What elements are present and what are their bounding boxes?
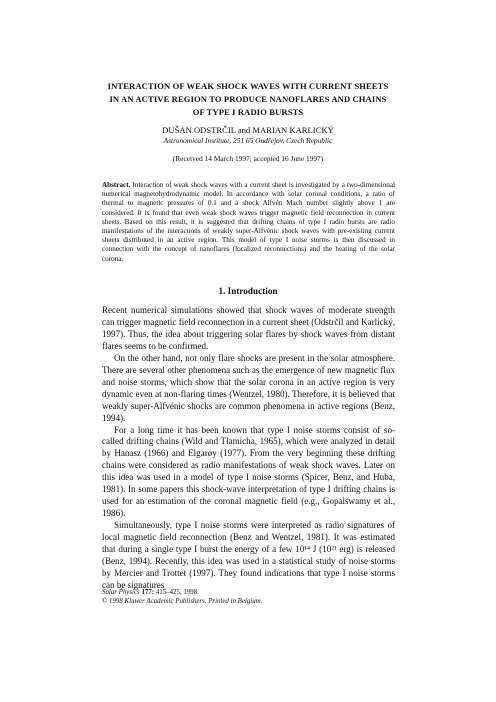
journal-pages: 415–425, 1998. bbox=[155, 589, 199, 596]
abstract bbox=[102, 181, 395, 264]
paragraph-2: On the other hand, not only flare shocks are present in the solar atmosphere. There are several other phenomena such as the emergence of new magnetic flux and noise storms, which show that the solar corona in an active region is very dynamic even at non-flaring times (Wentzel, 1980). Therefore, it is believed that weakly super-Alfvénic shocks are common phenomena in active regions (Benz, 1994). bbox=[102, 352, 395, 423]
journal-citation bbox=[102, 589, 395, 598]
title-line-1: INTERACTION OF WEAK SHOCK WAVES WITH CURRENT SHEETS bbox=[107, 81, 389, 91]
paper-title bbox=[96, 80, 400, 119]
page-footer bbox=[102, 589, 395, 606]
journal-name: Solar Physics bbox=[102, 589, 140, 596]
section-body bbox=[102, 305, 395, 592]
title-line-3: OF TYPE I RADIO BURSTS bbox=[192, 107, 304, 117]
section-title: 1. Introduction bbox=[218, 286, 278, 296]
received-dates: (Received 14 March 1997; accepted 16 June 1997) bbox=[172, 154, 324, 163]
journal-volume: 177: bbox=[141, 589, 155, 596]
abstract-text: Interaction of weak shock waves with a current sheet is investigated by a two-dimensional numerical magnetohydrodynamic model. In accordance with solar coronal conditions, a ratio of thermal to magnetic pressures of 0.1 and a shock Alfvén Mach number slightly above 1 are considered. It is found that even weak shock waves trigger magnetic field reconnection in current sheets. Based on this result, it is suggested that drifting chains of type I radio bursts are radio manifestations of the interactions of weakly super-Alfvénic shock waves with pre-existing current sheets distributed in an active region. This model of type I noise storms is then discussed in connection with the concept of nanoflares (localized reconnections) and the heating of the solar corona. bbox=[102, 181, 395, 263]
abstract-label: Abstract. bbox=[102, 181, 131, 189]
authors: DUŠAN ODSTRČIL and MARIAN KARLICKÝ bbox=[162, 125, 334, 135]
title-line-2: IN AN ACTIVE REGION TO PRODUCE NANOFLARES AND CHAINS bbox=[109, 94, 387, 104]
affiliation: Astronomical Institute, 251 65 Ondřejov, Czech Republic bbox=[163, 136, 333, 145]
copyright-icon: © bbox=[102, 597, 108, 605]
copyright-line bbox=[102, 598, 395, 607]
paragraph-4: Simultaneously, type I noise storms were interpreted as radio signatures of local magnetic field reconnection (Benz and Wentzel, 1981). It was estimated that during a single type I burst the energy of a few 10¹⁴ J (10²¹ erg) is released (Benz, 1994). Recently, this idea was used in a statistical study of noise storms by Mercier and Trottet (1997). They found indications that type I noise storms can be signatures bbox=[102, 520, 395, 590]
paragraph-1: Recent numerical simulations showed that shock waves of moderate strength can trigger magnetic field reconnection in a current sheet (Odstrčil and Karlický, 1997). Thus, the idea about triggering solar flares by shock waves from distant flares seems to be confirmed. bbox=[102, 305, 395, 351]
paragraph-3: For a long time it has been known that type I noise storms consist of so-called drifting chains (Wild and Tlamicha, 1965), which were analyzed in detail by Hanasz (1966) and Elgarøy (1977). From the very beginning these drifting chains were considered as radio manifestations of weak shock waves. Later on this idea was used in a model of type I noise storms (Spicer, Benz, and Huba, 1981). In some papers this shock-wave interpretation of type I drifting chains is used for an estimation of the coronal magnetic field (e.g., Gopalswamy et al., 1986). bbox=[102, 424, 395, 519]
publisher-line: 1998 Kluwer Academic Publishers. Printed in Belgium. bbox=[108, 597, 263, 605]
